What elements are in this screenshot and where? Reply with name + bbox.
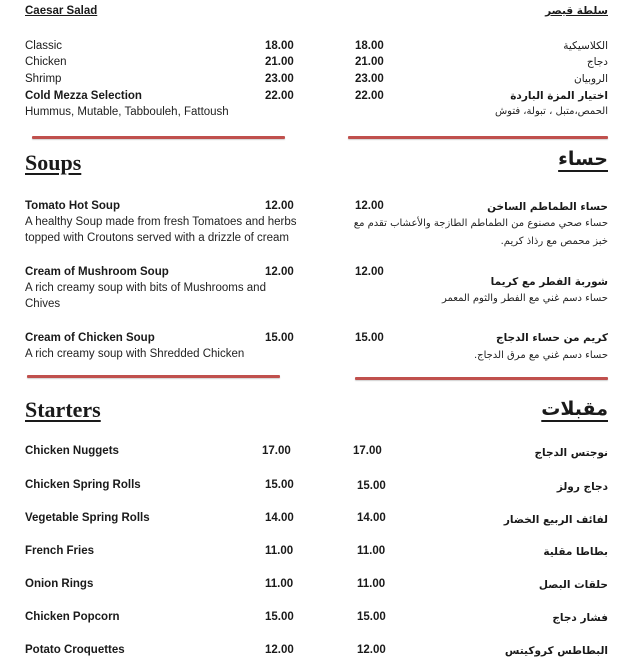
mezza-price-ar: 22.00	[355, 90, 384, 102]
starter-name-ar: نوجتس الدجاج	[534, 447, 608, 459]
separator-line	[348, 136, 608, 139]
starter-price-en: 14.00	[265, 512, 294, 524]
soup-desc-en: A healthy Soup made from fresh Tomatoes and herbs	[25, 216, 297, 228]
starter-price-ar: 14.00	[357, 512, 386, 524]
caesar-title-ar: سلطة قيصر	[545, 5, 608, 17]
starter-price-en: 11.00	[265, 578, 294, 590]
soup-price-ar: 12.00	[355, 200, 384, 212]
separator-line	[355, 377, 608, 380]
soup-name-en: Tomato Hot Soup	[25, 200, 120, 212]
soup-desc-en: A rich creamy soup with Shredded Chicken	[25, 348, 245, 360]
starter-name-en: Chicken Nuggets	[25, 445, 119, 457]
starter-name-ar: حلقات البصل	[538, 579, 608, 591]
starter-name-ar: دجاج رولز	[556, 481, 608, 493]
starter-price-en: 12.00	[265, 644, 294, 656]
mezza-price-en: 22.00	[265, 90, 294, 102]
caesar-item-price-ar: 21.00	[355, 56, 384, 68]
caesar-item-price-en: 18.00	[265, 40, 294, 52]
mezza-desc-ar: الحمص،متبل ، تبولة، فتوش	[494, 106, 608, 117]
soup-desc-en: A rich creamy soup with bits of Mushrooms and	[25, 282, 266, 294]
starter-price-en: 15.00	[265, 611, 294, 623]
mezza-name-ar: اختيار المزة الباردة	[510, 90, 608, 102]
starters-heading-en: Starters	[25, 397, 101, 422]
soup-name-ar: شوربة الفطر مع كريما	[490, 276, 608, 288]
starter-name-en: Chicken Popcorn	[25, 611, 120, 623]
caesar-item-name-ar: الروبيان	[574, 73, 608, 85]
starter-price-en: 11.00	[265, 545, 294, 557]
starter-name-ar: بطاطا مقلية	[543, 546, 608, 558]
starter-price-ar: 15.00	[357, 611, 386, 623]
starter-name-en: Chicken Spring Rolls	[25, 479, 141, 491]
separator-line	[27, 375, 280, 378]
mezza-name-en: Cold Mezza Selection	[25, 90, 142, 102]
soup-name-ar: كريم من حساء الدجاج	[496, 332, 608, 344]
starter-price-en: 15.00	[265, 479, 294, 491]
soup-price-en: 12.00	[265, 200, 294, 212]
soup-price-ar: 12.00	[355, 266, 384, 278]
starter-price-en: 17.00	[262, 445, 291, 457]
starter-price-ar: 11.00	[357, 545, 386, 557]
starter-price-ar: 17.00	[353, 445, 382, 457]
starter-name-ar: لفائف الربيع الخضار	[503, 514, 608, 526]
starter-price-ar: 15.00	[357, 480, 386, 492]
soup-name-en: Cream of Chicken Soup	[25, 332, 155, 344]
soup-desc-ar: خبز محمص مع رذاذ كريم.	[500, 236, 608, 247]
starter-name-ar: فشار دجاج	[552, 612, 608, 624]
starter-name-en: Potato Croquettes	[25, 644, 125, 656]
starter-price-ar: 11.00	[357, 578, 386, 590]
soup-price-ar: 15.00	[355, 332, 384, 344]
caesar-title-en: Caesar Salad	[25, 5, 98, 17]
soup-desc-en: Chives	[25, 298, 61, 310]
starter-name-en: Onion Rings	[25, 578, 94, 590]
caesar-item-name-en: Chicken	[25, 56, 67, 68]
mezza-desc-en: Hummus, Mutable, Tabbouleh, Fattoush	[25, 106, 229, 118]
caesar-item-name-en: Classic	[25, 40, 63, 52]
caesar-item-name-en: Shrimp	[25, 73, 62, 85]
soup-price-en: 12.00	[265, 266, 294, 278]
starter-name-en: French Fries	[25, 545, 95, 557]
starters-heading-ar: مقبلات	[541, 398, 608, 420]
caesar-item-name-ar: الكلاسيكية	[563, 40, 608, 52]
caesar-item-price-ar: 23.00	[355, 73, 384, 85]
soup-desc-ar: حساء صحي مصنوع من الطماطم الطازجة والأعشاب تقدم مع	[353, 218, 608, 229]
starter-name-en: Vegetable Spring Rolls	[25, 512, 150, 524]
caesar-item-price-en: 23.00	[265, 73, 294, 85]
caesar-item-price-ar: 18.00	[355, 40, 384, 52]
starter-price-ar: 12.00	[357, 644, 386, 656]
soups-heading-ar: حساء	[558, 148, 608, 170]
soups-heading-en: Soups	[25, 150, 82, 175]
caesar-item-name-ar: دجاج	[586, 56, 608, 68]
caesar-item-price-en: 21.00	[265, 56, 294, 68]
soup-name-ar: حساء الطماطم الساخن	[487, 201, 608, 213]
separator-line	[32, 136, 285, 139]
soup-price-en: 15.00	[265, 332, 294, 344]
soup-desc-ar: حساء دسم غني مع الفطر والثوم المعمر	[441, 293, 608, 304]
soup-desc-ar: حساء دسم غني مع مرق الدجاج.	[473, 350, 608, 361]
soup-desc-en: topped with Croutons served with a drizzle of cream	[25, 232, 289, 244]
starter-name-ar: البطاطس كروكيتس	[504, 645, 608, 657]
soup-name-en: Cream of Mushroom Soup	[25, 266, 169, 278]
